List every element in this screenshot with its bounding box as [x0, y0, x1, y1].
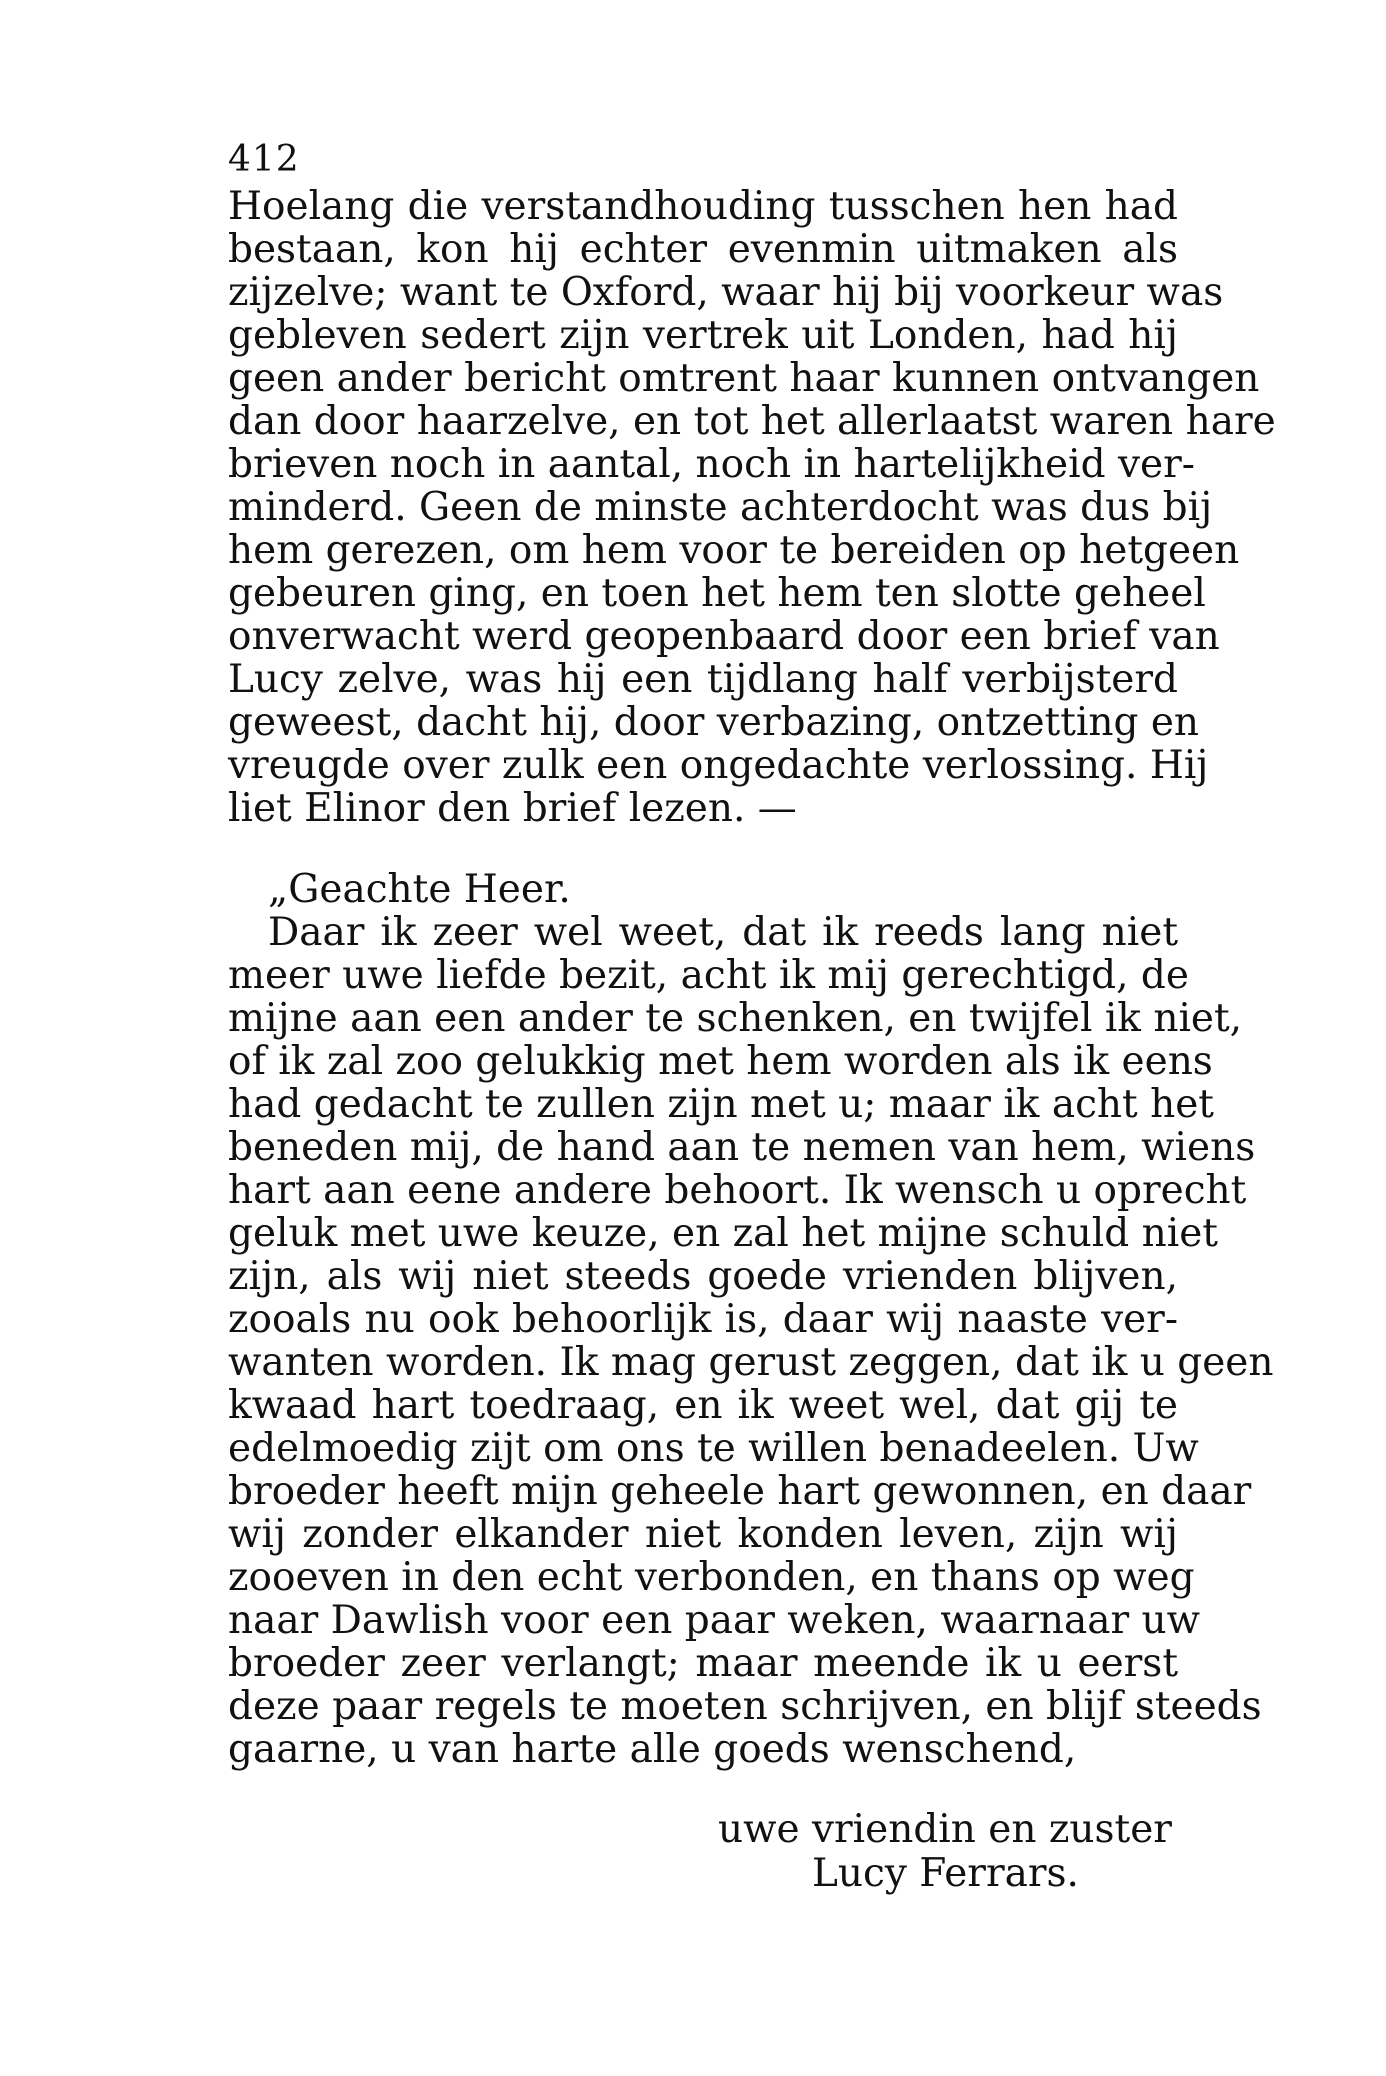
letter-line: naar Dawlish voor een paar weken, waarnaar uw — [228, 1598, 1201, 1643]
letter-line: geluk met uwe keuze, en zal het mijne schuld niet — [228, 1211, 1218, 1256]
text-line: onverwacht werd geopenbaard door een brief van — [228, 614, 1220, 659]
letter-line: zooals nu ook behoorlijk is, daar wij naaste ver- — [228, 1297, 1178, 1342]
text-line: gebleven sedert zijn vertrek uit Londen, had hij — [228, 313, 1178, 358]
text-line: gebeuren ging, en toen het hem ten slotte geheel — [228, 571, 1206, 616]
letter-line: zooeven in den echt verbonden, en thans op weg — [228, 1555, 1195, 1600]
letter-line: meer uwe liefde bezit, acht ik mij gerechtigd, de — [228, 953, 1189, 998]
letter-salutation: „Geachte Heer. — [268, 867, 571, 912]
letter-line: mijne aan een ander te schenken, en twijfel ik niet, — [228, 996, 1243, 1041]
letter-line: broeder zeer verlangt; maar meende ik u eerst — [228, 1641, 1178, 1686]
text-line: brieven noch in aantal, noch in hartelijkheid ver- — [228, 442, 1195, 487]
text-line: Hoelang die verstandhouding tusschen hen had — [228, 184, 1178, 229]
text-line: liet Elinor den brief lezen. — — [228, 786, 797, 831]
letter-line: Daar ik zeer wel weet, dat ik reeds lang niet — [268, 910, 1178, 955]
letter-line: had gedacht te zullen zijn met u; maar ik acht het — [228, 1082, 1214, 1127]
text-line: vreugde over zulk een ongedachte verlossing. Hij — [228, 743, 1209, 788]
text-line: zijzelve; want te Oxford, waar hij bij voorkeur was — [228, 270, 1224, 315]
letter-closing: uwe vriendin en zuster — [718, 1807, 1172, 1852]
letter-line: zijn, als wij niet steeds goede vrienden blijven, — [228, 1254, 1178, 1299]
page-number: 412 — [228, 139, 300, 180]
letter-line: deze paar regels te moeten schrijven, en blijf steeds — [228, 1684, 1262, 1729]
letter-line: edelmoedig zijt om ons te willen benadeelen. Uw — [228, 1426, 1199, 1471]
letter-line: hart aan eene andere behoort. Ik wensch u oprecht — [228, 1168, 1247, 1213]
letter-line: gaarne, u van harte alle goeds wenschend, — [228, 1727, 1077, 1772]
text-line: Lucy zelve, was hij een tijdlang half verbijsterd — [228, 657, 1178, 702]
text-line: dan door haarzelve, en tot het allerlaatst waren hare — [228, 399, 1276, 444]
text-line: minderd. Geen de minste achterdocht was dus bij — [228, 485, 1213, 530]
letter-line: kwaad hart toedraag, en ik weet wel, dat gij te — [228, 1383, 1178, 1428]
letter-signature: Lucy Ferrars. — [812, 1851, 1079, 1896]
text-line: geweest, dacht hij, door verbazing, ontzetting en — [228, 700, 1200, 745]
text-line: bestaan, kon hij echter evenmin uitmaken als — [228, 227, 1178, 272]
text-line: hem gerezen, om hem voor te bereiden op hetgeen — [228, 528, 1240, 573]
letter-line: wanten worden. Ik mag gerust zeggen, dat ik u geen — [228, 1340, 1274, 1385]
text-line: geen ander bericht omtrent haar kunnen ontvangen — [228, 356, 1260, 401]
letter-line: beneden mij, de hand aan te nemen van hem, wiens — [228, 1125, 1256, 1170]
letter-line: broeder heeft mijn geheele hart gewonnen, en daar — [228, 1469, 1252, 1514]
letter-line: wij zonder elkander niet konden leven, zijn wij — [228, 1512, 1178, 1557]
letter-line: of ik zal zoo gelukkig met hem worden als ik eens — [228, 1039, 1213, 1084]
